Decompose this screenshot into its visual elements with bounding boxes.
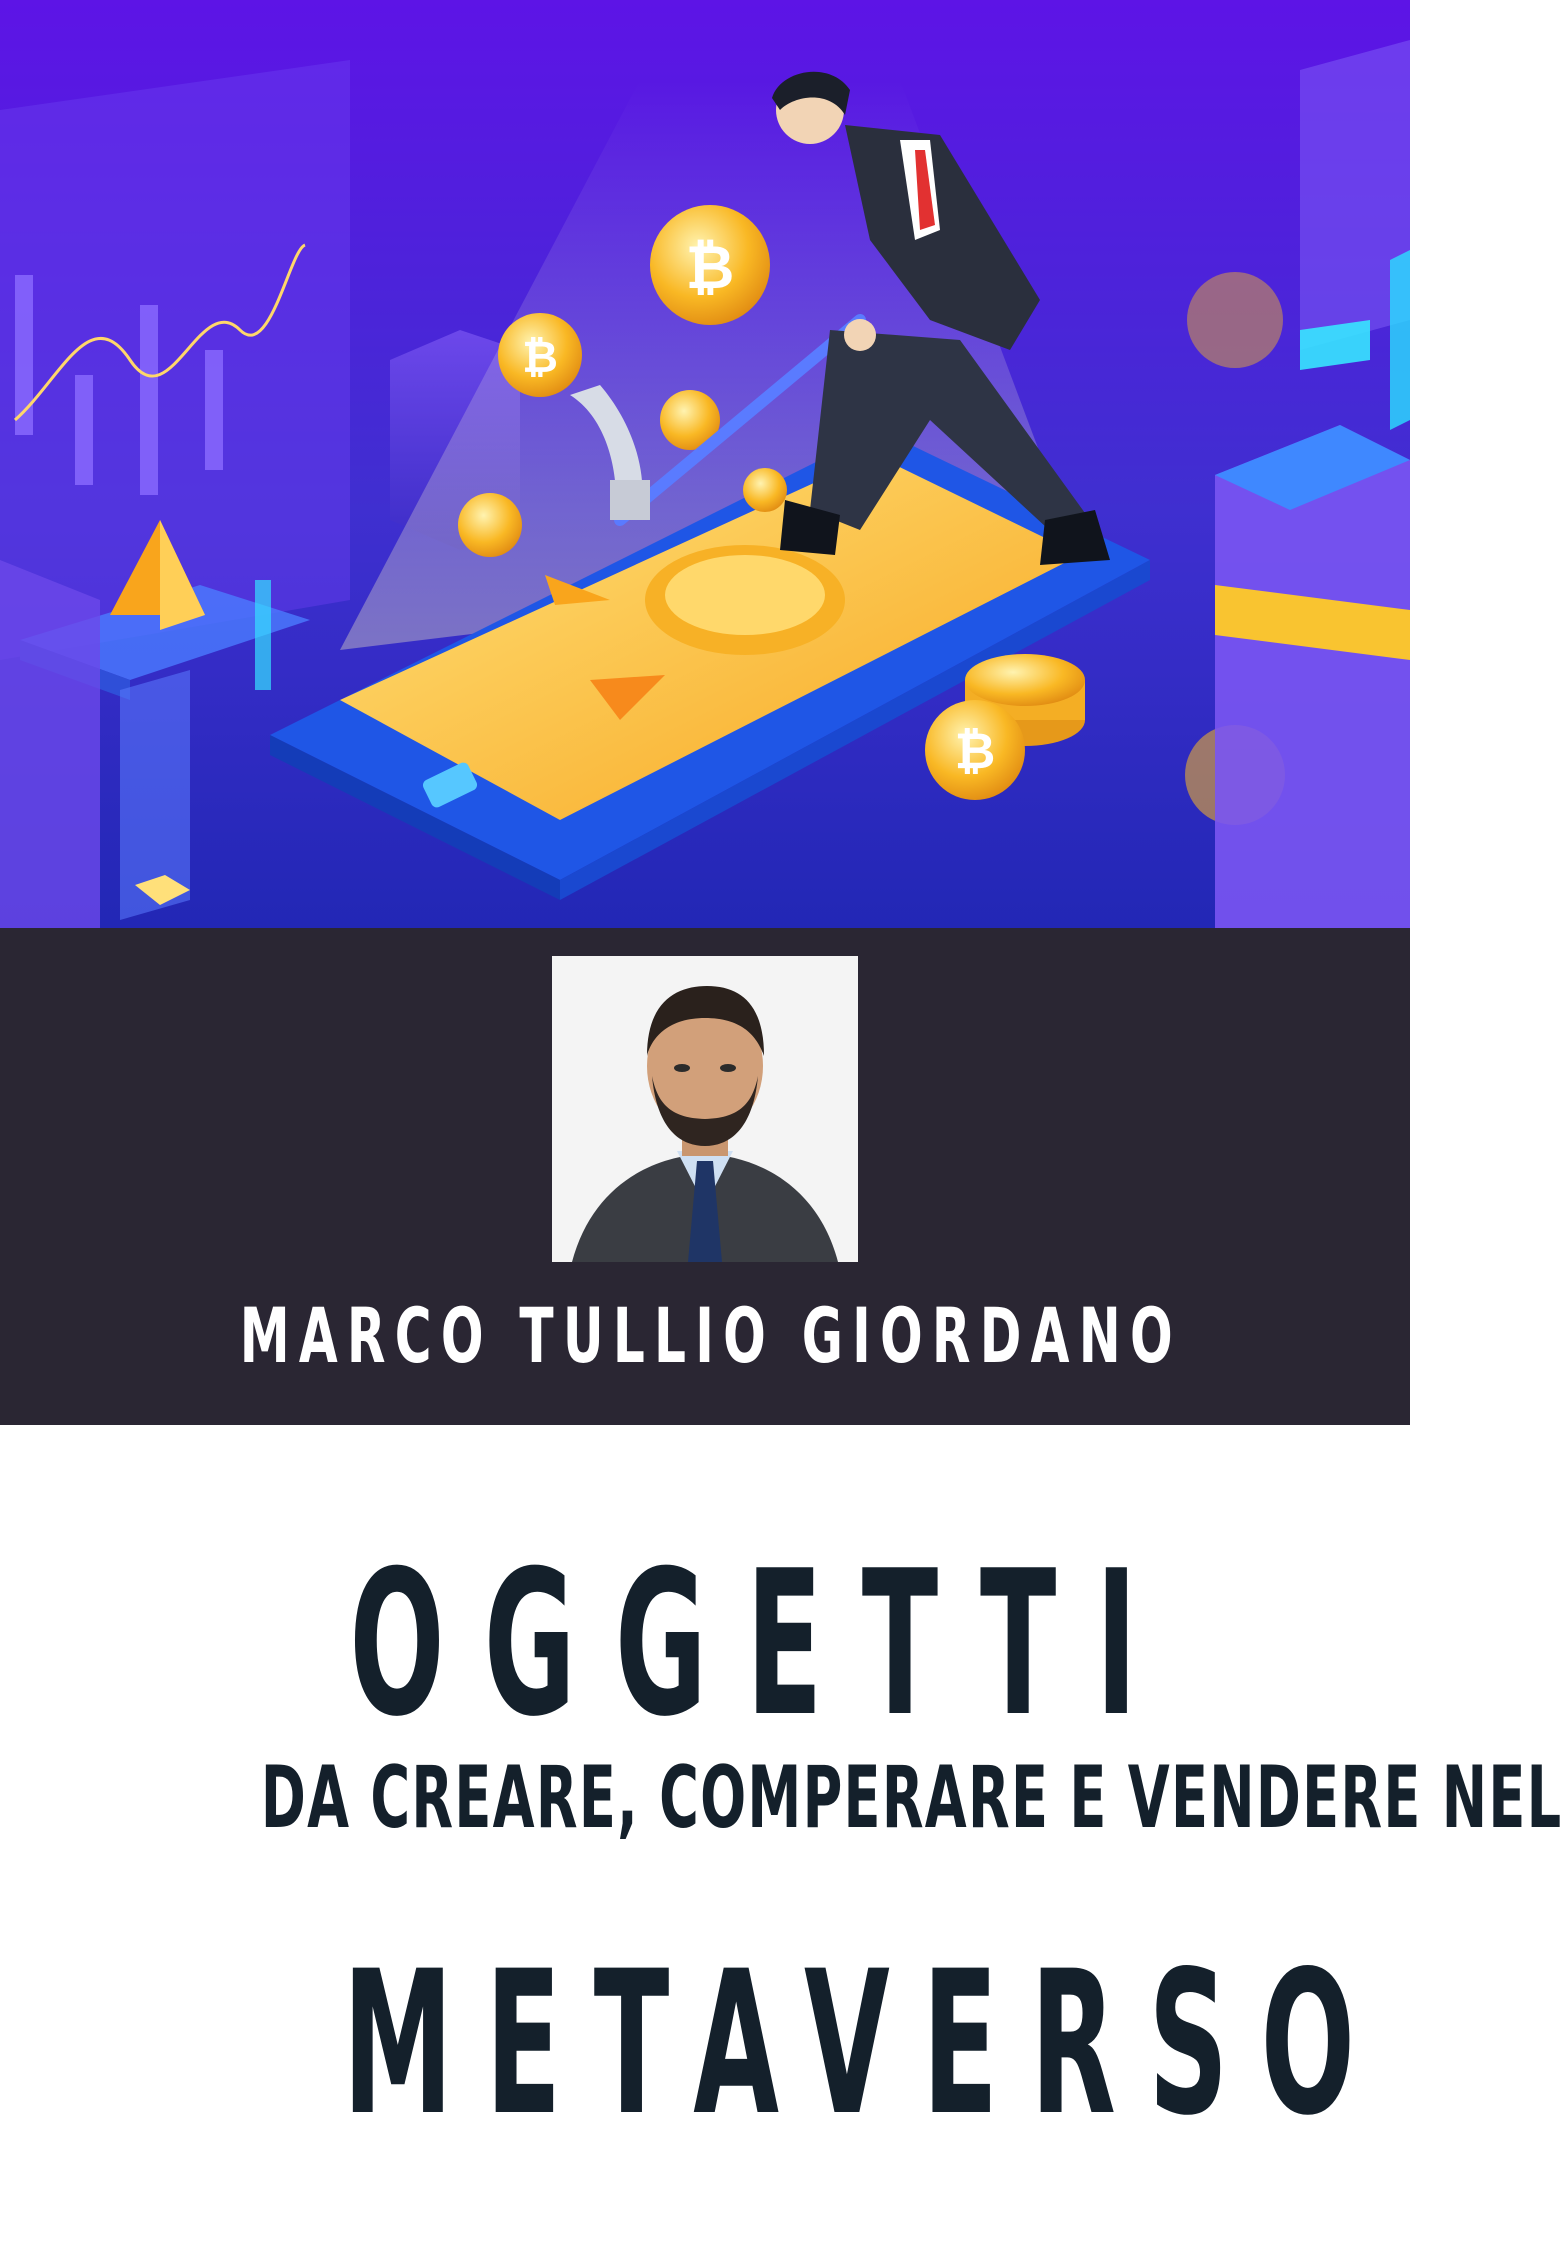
title-line-1: OGGETTI bbox=[349, 1528, 1177, 1761]
title-line-3: METAVERSO bbox=[342, 1928, 1388, 2159]
bitcoin-mining-illustration bbox=[0, 0, 1410, 928]
author-band bbox=[0, 928, 1410, 1425]
author-name: MARCO TULLIO GIORDANO bbox=[239, 1291, 1182, 1380]
cover-illustration bbox=[0, 0, 1410, 928]
svg-text:₿: ₿ bbox=[522, 332, 558, 383]
title-block bbox=[0, 1425, 1562, 2250]
subtitle-line: DA CREARE, COMPERARE E VENDERE NEL bbox=[260, 1748, 1562, 1848]
author-portrait bbox=[552, 956, 858, 1262]
author-photo-icon bbox=[552, 956, 858, 1262]
svg-text:₿: ₿ bbox=[685, 233, 735, 303]
svg-text:₿: ₿ bbox=[954, 722, 996, 780]
